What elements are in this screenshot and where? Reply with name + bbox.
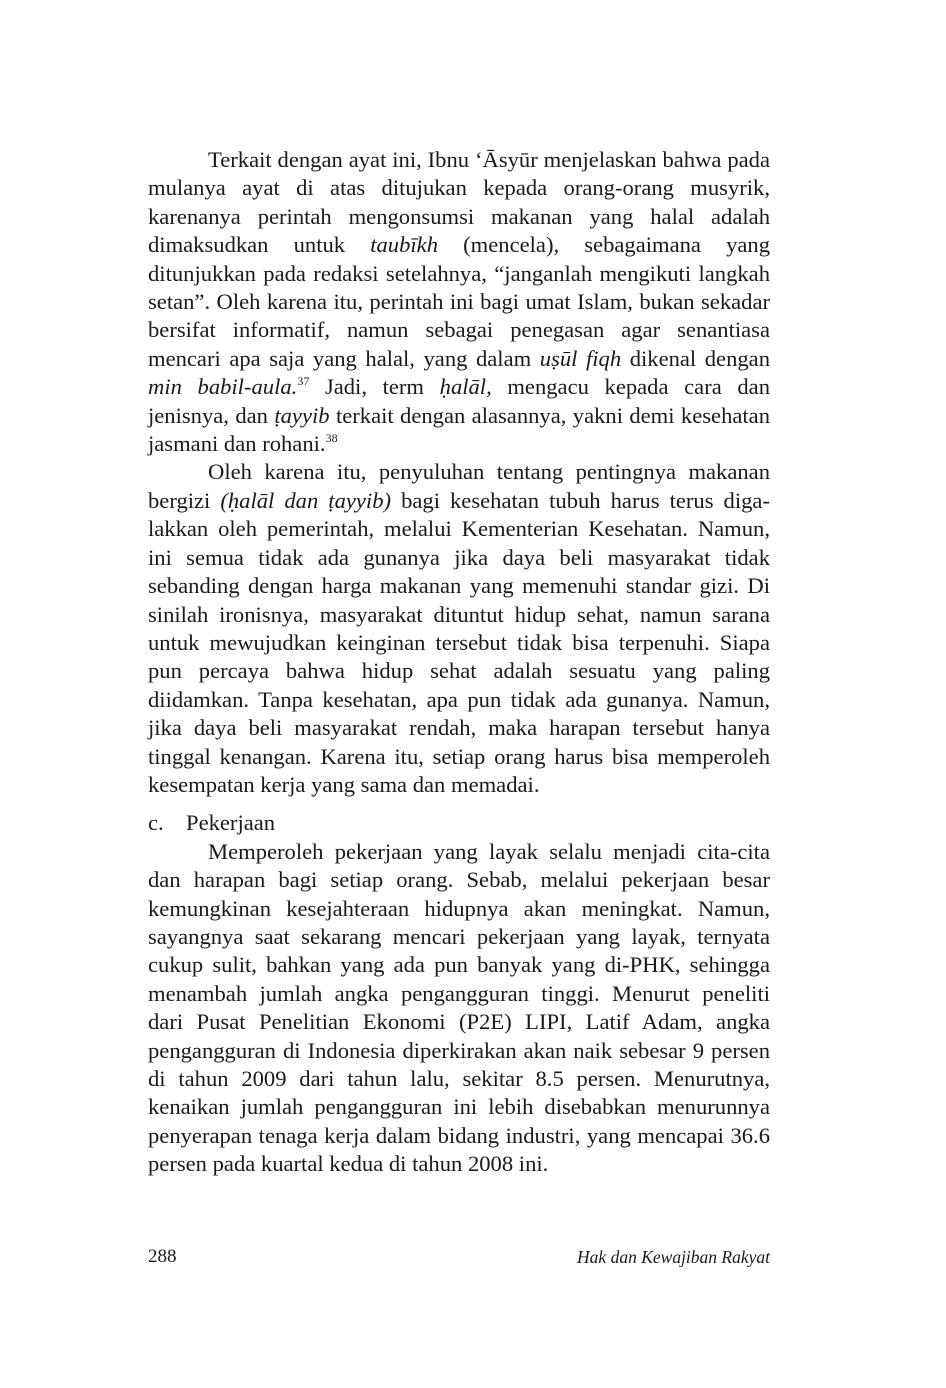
term-tayyib: ṭayyib xyxy=(274,402,330,428)
text-run: terkait dengan alasannya, yakni demi kesehatan jasmani dan rohani. xyxy=(148,402,770,457)
section-title: Pekerjaan xyxy=(186,810,276,836)
term-min-babil-aula: min babil-aula. xyxy=(148,374,298,400)
term-taubikh: taubīkh xyxy=(370,232,439,258)
text-run: Terkait dengan ayat ini, Ibnu ‘Āsyūr menjelaskan bahwa pada mulanya ayat di atas ditujukan kepada orang-orang musyrik, karenanya perintah mengonsumsi makanan yang halal adalah dimaksudkan untuk xyxy=(148,147,770,258)
term-usul-fiqh: uṣūl fiqh xyxy=(539,345,622,371)
page-number: 288 xyxy=(148,1246,177,1267)
section-heading-pekerjaan xyxy=(148,809,770,837)
text-run: (mencela), sebagaimana yang ditunjukkan pada redaksi setelahnya, “janganlah mengikuti langkah setan”. Oleh karena itu, perintah ini bagi umat Islam, bukan sekadar bersifat informatif, namun sebagai penegasan agar senantiasa mencari apa saja yang halal, yang dalam xyxy=(148,232,770,371)
text-run: bagi kesehatan tubuh harus terus digalakkan oleh pemerintah, melalui Kementerian Kesehatan. Namun, ini semua tidak ada gunanya jika daya beli masyarakat tidak sebanding dengan harga makanan yang memenuhi standar gizi. Di sinilah ironisnya, masyarakat dituntut hidup sehat, namun sarana untuk mewujudkan keinginan tersebut tidak bisa terpenuhi. Siapa pun percaya bahwa hidup sehat adalah sesuatu yang paling diidamkan. Tanpa kesehatan, apa pun tidak ada gunanya. Namun, jika daya beli masyarakat rendah, maka harapan tersebut hanya tinggal kenangan. Karena itu, setiap orang harus bisa memperoleh kesempatan kerja yang sama dan memadai. xyxy=(148,487,770,797)
running-title: Hak dan Kewajiban Rakyat xyxy=(577,1247,770,1267)
paragraph-penyuluhan xyxy=(148,458,770,799)
paragraph-pekerjaan: Memperoleh pekerjaan yang layak selalu menjadi cita-cita dan harapan bagi setiap orang. Sebab, melalui pekerjaan besar kemungkinan kesejahteraan hidupnya akan meningkat. Namun, sayangnya saat sekarang mencari pekerjaan yang layak, ternyata cukup sulit, bahkan yang ada pun banyak yang di-PHK, sehingga menambah jumlah angka pengangguran tinggi. Menurut peneliti dari Pusat Penelitian Ekonomi (P2E) LIPI, Latif Adam, angka pengangguran di Indonesia diperkirakan akan naik sebesar 9 persen di tahun 2009 dari tahun lalu, sekitar 8.5 persen. Menurutnya, kenaikan jumlah pengangguran ini lebih disebabkan menurunnya penyerapan tenaga kerja dalam bidang industri, yang mencapai 36.6 persen pada kuartal kedua di tahun 2008 ini. xyxy=(148,838,770,1177)
text-run: mengacu kepada cara dan jenisnya, dan xyxy=(148,374,770,428)
text-run: Jadi, term xyxy=(309,374,440,400)
footnote-ref-37: 37 xyxy=(297,374,310,389)
text-run: Oleh karena itu, penyuluhan tentang pentingnya makanan bergizi xyxy=(148,459,770,513)
term-halal-dan-tayyib: (ḥalāl dan ṭayyib) xyxy=(220,487,392,513)
page-body xyxy=(148,146,770,1179)
term-halal: ḥalāl, xyxy=(439,374,492,400)
paragraph-ibnu-asyur xyxy=(148,146,770,458)
text-run: dikenal dengan xyxy=(621,345,771,371)
footnote-ref-38: 38 xyxy=(325,431,338,446)
section-letter: c. xyxy=(148,810,164,836)
